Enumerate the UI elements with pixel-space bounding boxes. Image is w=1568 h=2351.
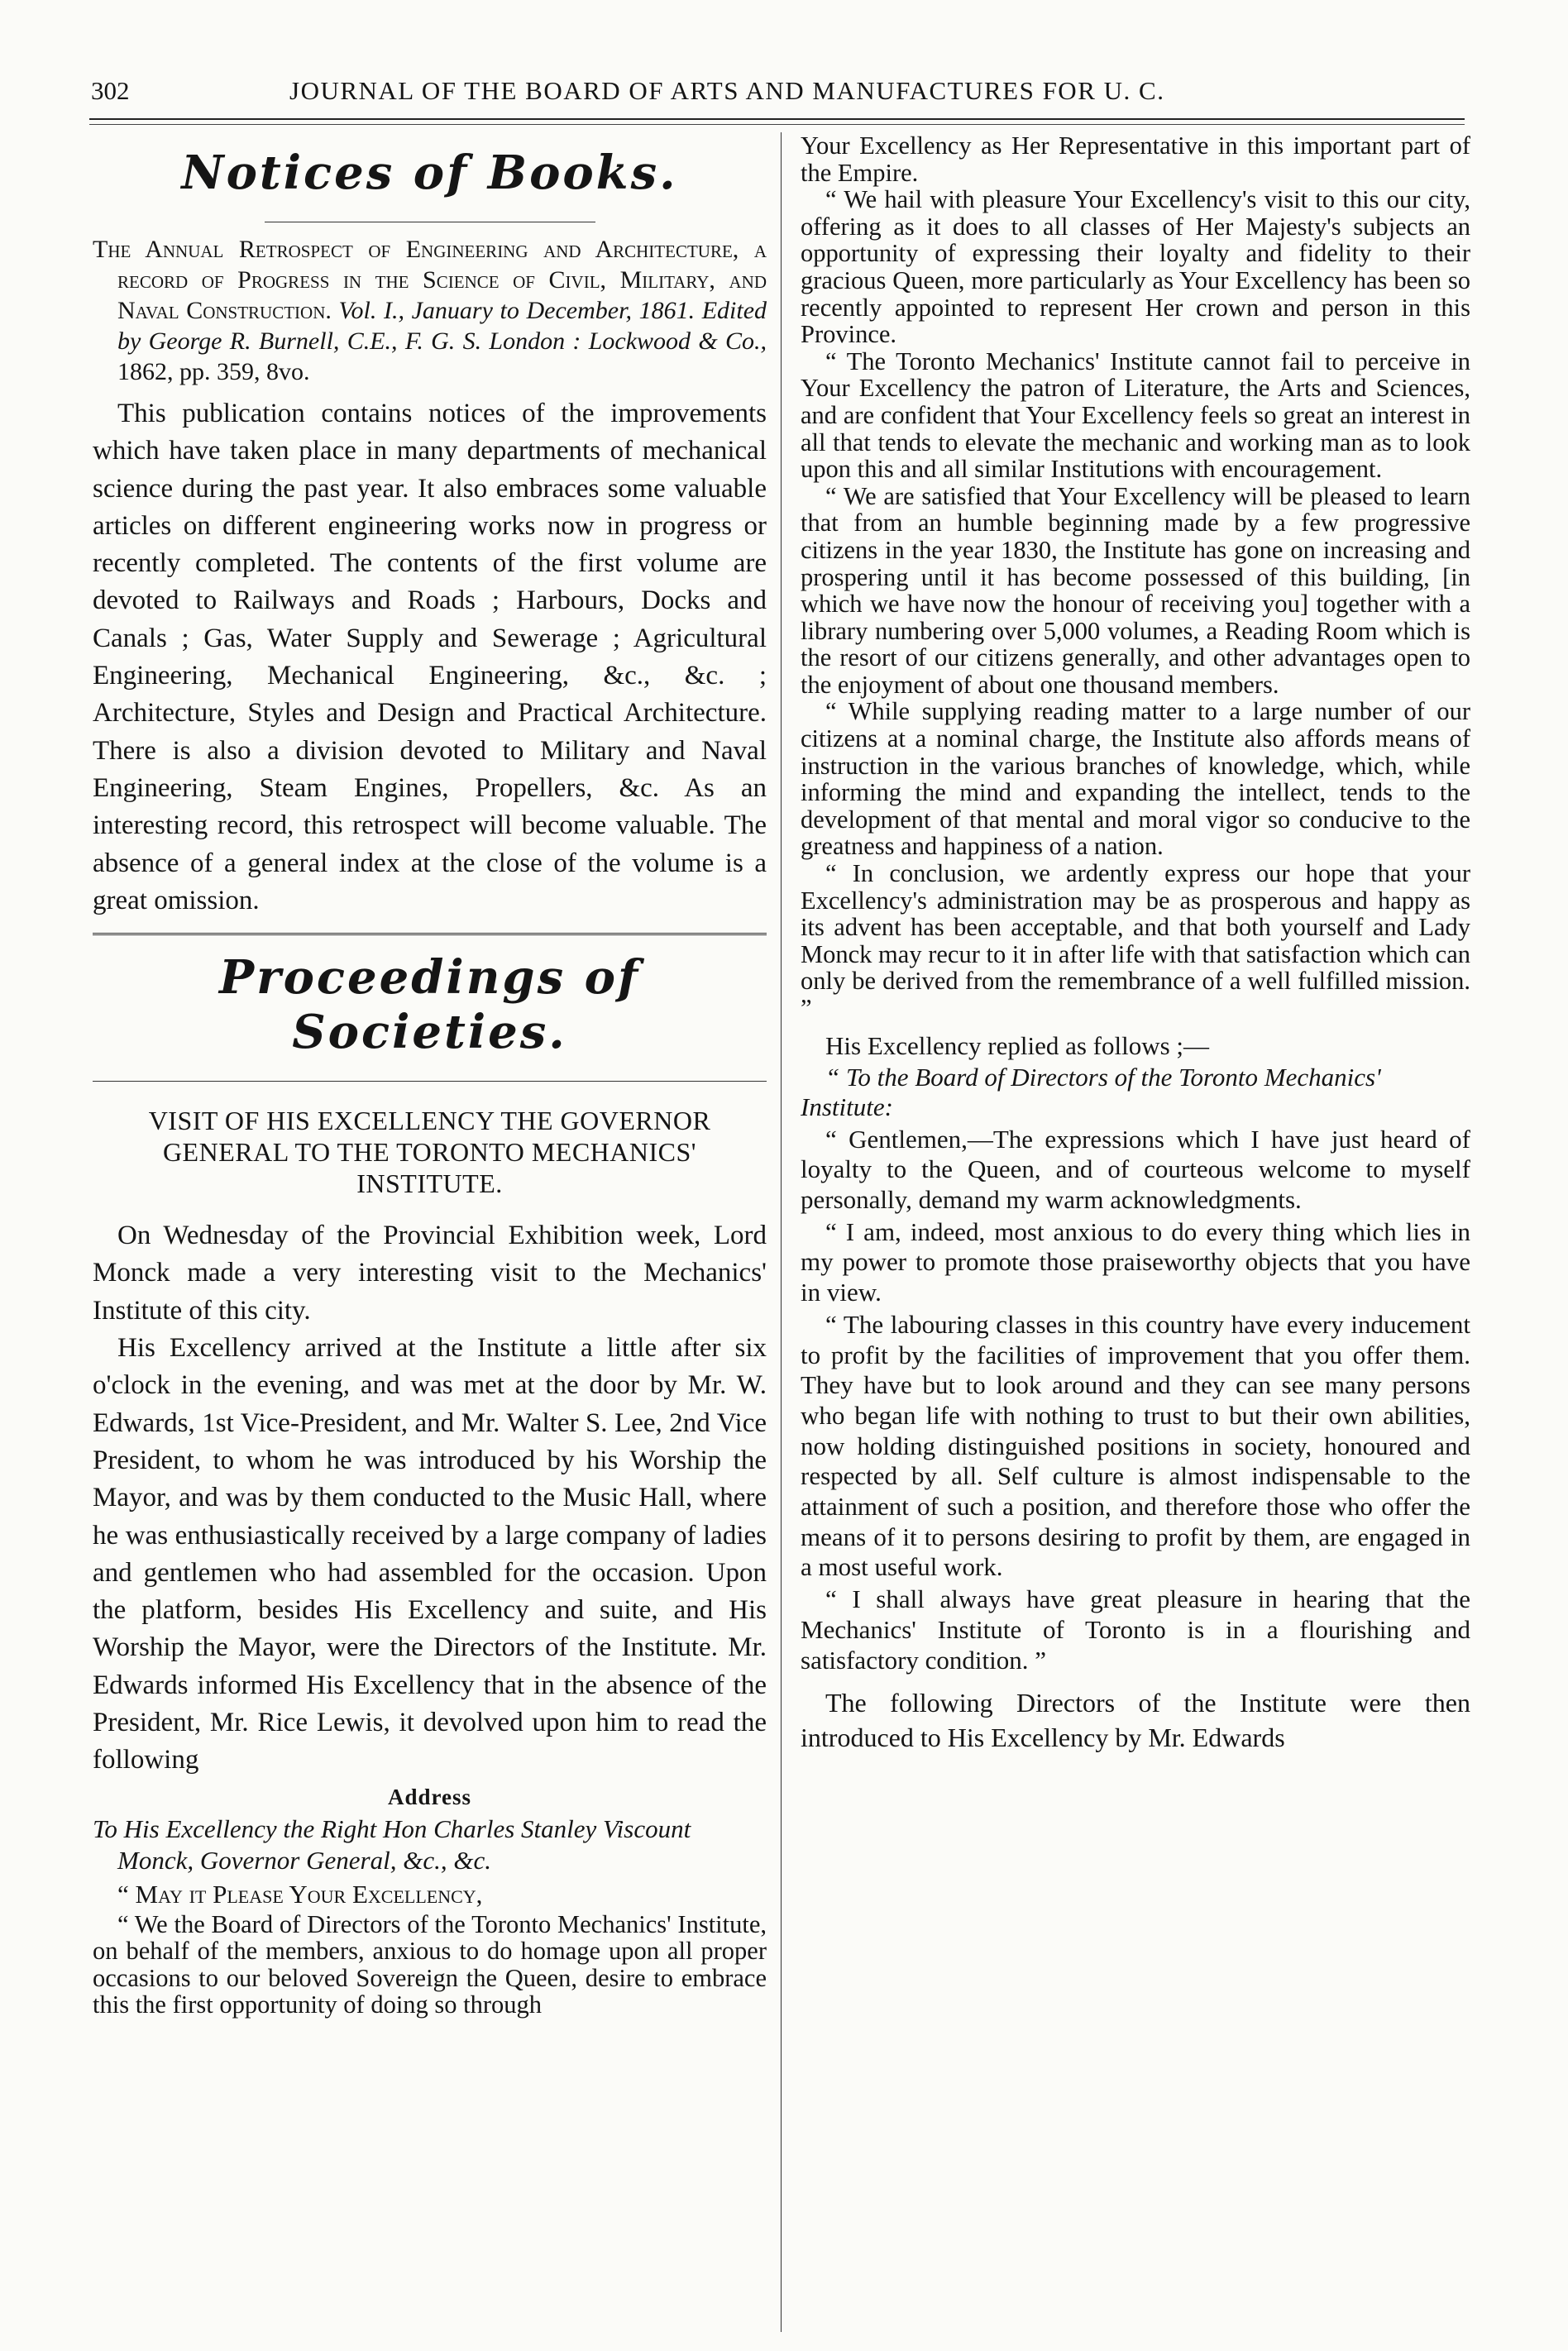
- address-heading: Address: [387, 1784, 472, 1809]
- address-para-1: “ We the Board of Directors of the Toronto Mechanics' Institute, on behalf of the members, anxious to do homage upon all proper occasions to our beloved Sovereign the Queen, desire to embrace this the first opportunity of doing so through: [93, 1909, 767, 2019]
- address-continued: Your Excellency as Her Representative in this important part of the Empire.: [801, 131, 1470, 187]
- proceedings-title-rule: [93, 1081, 767, 1082]
- notices-section: [93, 146, 767, 935]
- proceedings-title: Proceedings of Societies.: [218, 950, 641, 1060]
- visit-para-2: His Excellency arrived at the Institute a little after six o'clock in the evening, and was met at the door by Mr. W. Edwards, 1st Vice-President, and Mr. Walter S. Lee, 2nd Vice President, to whom he was introduced by his Worship the Mayor, and was by them conducted to the Music Hall, where he was enthusiastically received by a large company of ladies and gentlemen who had assembled for the occasion. Upon the platform, besides His Excellency and suite, and His Worship the Mayor, were the Directors of the Institute. Mr. Edwards informed His Excellency that in the absence of the President, Mr. Rice Lewis, it devolved upon him to read the following: [93, 1333, 767, 1775]
- address-salutation: “ May it Please Your Excellency,: [117, 1879, 483, 1909]
- book-imprint: 1862, pp. 359, 8vo.: [117, 358, 310, 385]
- reply-intro: His Excellency replied as follows ;—: [825, 1030, 1210, 1060]
- reply-para-3: “ The labouring classes in this country have every inducement to profit by the facilities of improvement that you offer them. They have but to look around and they can see many persons who began life with nothing to trust to but their own abilities, now holding distinguished positions in society, honoured and respected by all. Self culture is almost indispensable to the attainment of such a position, and therefore those who offer the means of it to persons desiring to profit by them, are engaged in a most useful work.: [801, 1309, 1470, 1582]
- notice-body: This publication contains notices of the improvements which have taken place in many departments of mechanical science during the past year. It also embraces some valuable articles on different engineering works now in progress or recently completed. The contents of the first volume are devoted to Railways and Roads ; Harbours, Docks and Canals ; Gas, Water Supply and Sewerage ; Agricultural Engineering, Mechanical Engineering, &c., &c. ; Architecture, Styles and Design and Practical Architecture. There is also a division devoted to Military and Naval Engineering, Steam Engines, Propellers, &c. As an interesting record, this retrospect will become valuable. The absence of a general index at the close of the volume is a great omission.: [93, 399, 767, 915]
- reply-recipient: “ To the Board of Directors of the Toronto Mechanics' Institute:: [801, 1062, 1381, 1122]
- running-head: JOURNAL OF THE BOARD OF ARTS AND MANUFACTURES FOR U. C.: [289, 76, 1165, 105]
- header-rule-thin: [89, 124, 1465, 125]
- address-para-2: “ We hail with pleasure Your Excellency's visit to this our city, offering as it does to all classes of Her Majesty's subjects an opportunity of expressing their loyalty and fidelity to their gracious Queen, more particularly as Your Excellency has been so recently appointed to represent Her crown and person in this Province.: [801, 185, 1470, 349]
- page-number: 302: [91, 76, 130, 105]
- book-citation: [93, 234, 767, 387]
- final-para: The following Directors of the Institute were then introduced to His Excellency by Mr. Edwards: [801, 1688, 1470, 1753]
- address-para-3: “ The Toronto Mechanics' Institute cannot fail to perceive in Your Excellency the patron of Literature, the Arts and Sciences, and are confident that Your Excellency feels so great an interest in all that tends to elevate the mechanic and working man as to look upon this and all similar Institutions with encouragement.: [801, 346, 1470, 484]
- reply-para-2: “ I am, indeed, most anxious to do every thing which lies in my power to promote those praiseworthy objects that you have in view.: [801, 1216, 1470, 1307]
- book-details: Vol. I., January to December, 1861. Edited by George R. Burnell, C.E., F. G. S. London : Lockwood & Co.,: [117, 297, 767, 355]
- reply-para-4: “ I shall always have great pleasure in hearing that the Mechanics' Institute of Toronto is in a flourishing and satisfactory condition. ”: [801, 1584, 1470, 1675]
- address-para-6: “ In conclusion, we ardently express our hope that your Excellency's administration may be as prosperous and happy as its advent has been acceptable, and that both yourself and Lady Monck may recur to it in after life with that satisfaction which can only be derived from the remembrance of a well fulfilled mission. ”: [801, 859, 1470, 1022]
- column-divider: [781, 132, 782, 2332]
- left-column: [93, 131, 767, 2019]
- section-rule: [93, 933, 767, 935]
- right-column: [801, 132, 1470, 1755]
- book-title: The Annual Retrospect of Engineering and Architecture, a record of Progress in the Science of Civil, Military, and Naval Construction.: [93, 236, 767, 324]
- visit-para-1: On Wednesday of the Provincial Exhibition week, Lord Monck made a very interesting visit to the Mechanics' Institute of this city.: [93, 1221, 767, 1326]
- address-recipient: To His Excellency the Right Hon Charles Stanley Viscount Monck, Governor General, &c., &c.: [93, 1813, 691, 1875]
- proceedings-section: [93, 950, 767, 2019]
- header-rule: [89, 118, 1465, 120]
- notices-title: Notices of Books.: [181, 146, 678, 200]
- address-para-4: “ We are satisfied that Your Excellency will be pleased to learn that from an humble beginning made by a few progressive citizens in the year 1830, the Institute has gone on increasing and prospering until it has become possessed of this building, [in which we have now the honour of receiving you] together with a library numbering over 5,000 volumes, a Reading Room which is the resort of our citizens generally, and other advantages open to the enjoyment of about one thousand members.: [801, 481, 1470, 699]
- address-para-5: “ While supplying reading matter to a large number of our citizens at a nominal charge, the Institute also affords means of instruction in the various branches of knowledge, which, while informing the mind and expanding the intellect, tends to the development of that mental and moral vigor so conducive to the greatness and happiness of a nation.: [801, 697, 1470, 861]
- visit-title: VISIT OF HIS EXCELLENCY THE GOVERNOR GENERAL TO THE TORONTO MECHANICS' INSTITUTE.: [148, 1106, 711, 1199]
- reply-para-1: “ Gentlemen,—The expressions which I have just heard of loyalty to the Queen, and of courteous welcome to myself personally, demand my warm acknowledgments.: [801, 1124, 1470, 1214]
